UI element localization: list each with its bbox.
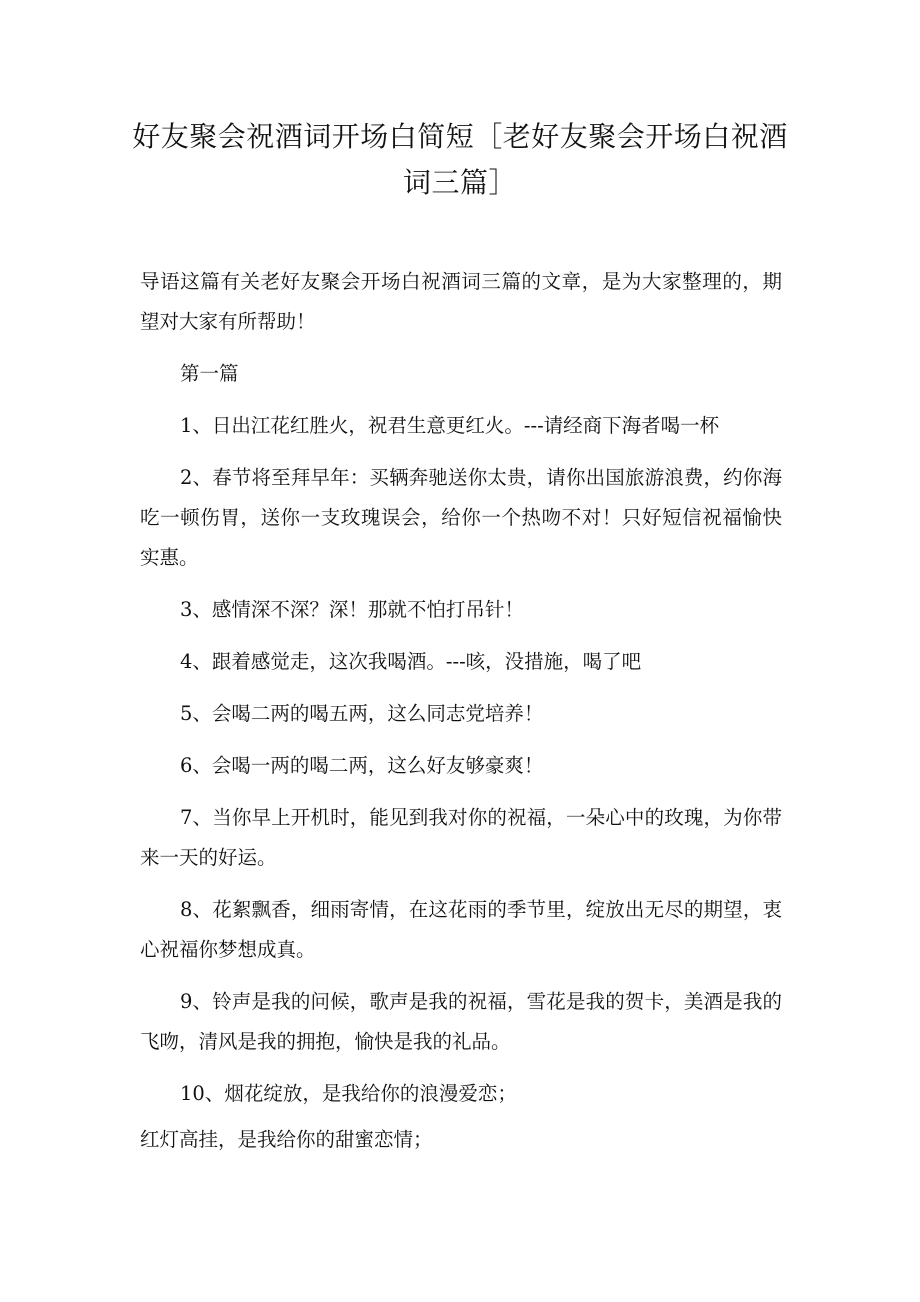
list-item-2: 2、春节将至拜早年：买辆奔驰送你太贵，请你出国旅游浪费，约你海吃一顿伤胃，送你一支玫瑰误会，给你一个热吻不对！只好短信祝福愉快实惠。 <box>140 466 782 569</box>
intro-paragraph: 导语这篇有关老好友聚会开场白祝酒词三篇的文章，是为大家整理的，期望对大家有所帮助！ <box>140 270 782 333</box>
section-heading: 第一篇 <box>180 362 239 385</box>
list-item-9: 9、铃声是我的问候，歌声是我的祝福，雪花是我的贺卡，美酒是我的飞吻，清风是我的拥抱，愉快是我的礼品。 <box>140 990 782 1053</box>
list-item-5: 5、会喝二两的喝五两，这么同志党培养！ <box>180 702 544 725</box>
list-item-10: 10、烟花绽放，是我给你的浪漫爱恋； <box>180 1082 517 1105</box>
document-body <box>140 262 782 1160</box>
list-item-1: 1、日出江花红胜火，祝君生意更红火。---请经商下海者喝一杯 <box>180 414 720 437</box>
list-item-3: 3、感情深不深？深！那就不怕打吊针！ <box>180 598 524 621</box>
list-item-6: 6、会喝一两的喝二两，这么好友够豪爽！ <box>180 754 544 777</box>
list-item-8: 8、花絮飘香，细雨寄情，在这花雨的季节里，绽放出无尽的期望，衷心祝福你梦想成真。 <box>140 898 782 961</box>
list-item-10-continued: 红灯高挂，是我给你的甜蜜恋情； <box>140 1128 433 1151</box>
document-title: 好友聚会祝酒词开场白简短［老好友聚会开场白祝酒词三篇］ <box>132 120 788 199</box>
list-item-4: 4、跟着感觉走，这次我喝酒。---咳，没措施，喝了吧 <box>180 650 642 673</box>
list-item-7: 7、当你早上开机时，能见到我对你的祝福，一朵心中的玫瑰，为你带来一天的好运。 <box>140 806 782 869</box>
